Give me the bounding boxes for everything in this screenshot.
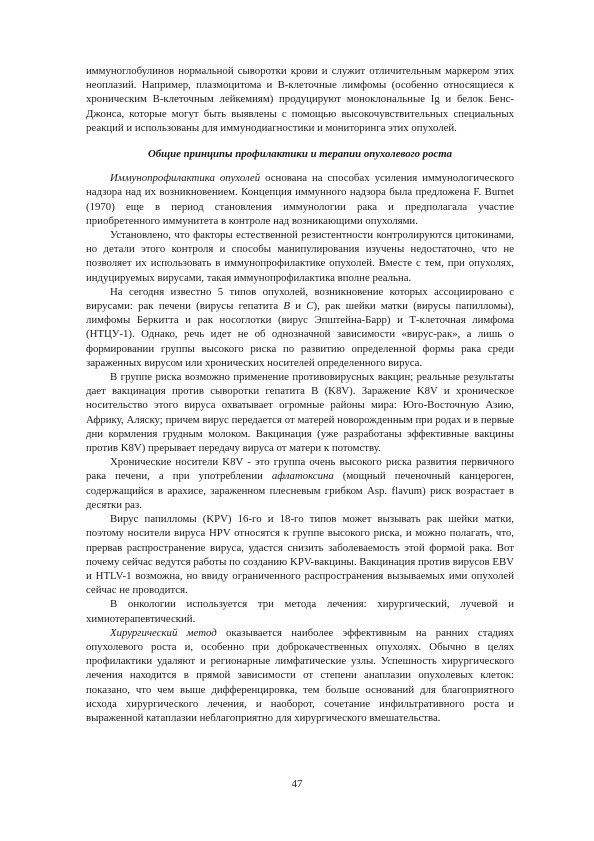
paragraph-surgical-method-text: оказывается наиболее эффективным на ранних стадиях опухолевого роста и, особенно при доброкачественных опухолях. Обычно в целях профилактики удаляют и регионарные лимфатические узлы. Успешность хирургического лечения находится в прямой зависимости от степени анаплазии опухолевых клеток: показано, что чем выше дифференцировка, тем больше оснований для благоприятного исхода хирургического лечения, и наоборот, сочетание инфильтративного роста и выраженной катаплазии неблагоприятно для хирургического вмешательства. bbox=[86, 626, 514, 724]
paragraph-virus-tumors-and: и bbox=[289, 300, 307, 313]
page-number: 47 bbox=[291, 778, 303, 790]
paragraph-immunoprophylaxis bbox=[86, 171, 514, 228]
paragraph-chronic-carriers bbox=[86, 455, 514, 512]
paragraph-papilloma: Вирус папилломы (KPV) 16-го и 18-го типов может вызывать рак шейки матки, поэтому носители вируса HPV относятся к группе высокого риска, и можно полагать, что, прервав распространение вируса, удастся снизить заболеваемость этой формой рака. Вот почему сейчас ведутся работы по созданию KPV-вакцины. Вакцинация против вирусов EBV и HTLV-1 возможна, но ввиду ограниченного распространения вызываемых ими опухолей сейчас не проводится. bbox=[86, 513, 514, 597]
paragraph-surgical-method bbox=[86, 626, 514, 725]
paragraph-virus-tumors-text-a: На сегодня известно 5 типов опухолей, возникновение которых ассоциировано с вирусами: рак печени (вирусы гепатита bbox=[86, 285, 514, 313]
hepatitis-b-letter: B bbox=[283, 300, 290, 313]
paragraph-chronic-carriers-text-b: (мощный печеночный канцероген, содержащийся в арахисе, зараженном плесневым грибком Asp. flavum) риск возрастает в десятки раз. bbox=[86, 470, 514, 511]
paragraph-vaccination: В группе риска возможно применение противовирусных вакцин; реальные результаты дает вакцинация против сыворотки гепатита В (K8V). Заражение K8V и хроническое носительство этого вируса охватывает огромные районы мира: Юго-Восточную Азию, Африку, Аляску; причем вирус передается от матерей новорожденным при родах и в первые дни кормления грудным молоком. Вакцинация (уже разработаны эффективные вакцины против K8V) прерывает передачу вируса от матери к потомству. bbox=[86, 371, 514, 455]
hepatitis-c-letter: C bbox=[306, 300, 314, 313]
paragraph-immunoglobulins: иммуноглобулинов нормальной сыворотки крови и служит отличительным маркером этих неоплазий. Например, плазмоцитома и В-клеточные лимфомы (особенно относящиеся к хроническим В-клеточным лейкемиям) продуцируют моноклональные Ig и белок Бенс-Джонса, которые могут быть выявлены с помощью высокочувствительных специальных реакций и использованы для иммунодиагностики и мониторинга этих опухолей. bbox=[86, 65, 514, 134]
document-page bbox=[86, 64, 514, 725]
paragraph-treatment-methods: В онкологии используется три метода лечения: хирургический, лучевой и химиотерапевтический. bbox=[86, 598, 514, 625]
term-surgical-method: Хирургический метод bbox=[110, 626, 217, 639]
section-heading: Общие принципы профилактики и терапии опухолевого роста bbox=[147, 148, 453, 161]
term-immunoprophylaxis: Иммунопрофилактика опухолей bbox=[110, 172, 261, 185]
term-aflatoxin: афлатоксина bbox=[271, 470, 334, 483]
paragraph-virus-tumors-text-c: ), рак шейки матки (вирусы папилломы), лимфомы Беркитта и рак носоглотки (вирус Эпштейна-Барр) и Т-клеточная лимфома (НТЦУ-1). Однако, речь идет не об однозначной зависимости «вирус-рак», а лишь о формировании группы высокого риска по развитию определенной формы рака среди зараженных вирусом или хронических носителей определенного вируса. bbox=[86, 300, 514, 369]
paragraph-immunoprophylaxis-text: основана на способах усиления иммунологического надзора над их возникновением. Концепция иммунного надзора была предложена F. Burnet (1970) еще в период становления иммунологии рака и предполагала участие приобретенного иммунитета в контроле над возникающими опухолями. bbox=[86, 172, 514, 227]
paragraph-virus-tumors bbox=[86, 285, 514, 370]
paragraph-chronic-carriers-text-a: Хронические носители K8V - это группа очень высокого риска развития первичного рака печени, а при употреблении bbox=[86, 456, 514, 483]
paragraph-natural-resistance: Установлено, что факторы естественной резистентности контролируются цитокинами, но детали этого контроля и способы манипулирования изучены недостаточно, что не позволяет их использовать в иммунопрофилактике опухолей. Вместе с тем, при опухолях, индуцируемых вирусами, такая иммунопрофилактика вполне реальна. bbox=[86, 229, 514, 284]
